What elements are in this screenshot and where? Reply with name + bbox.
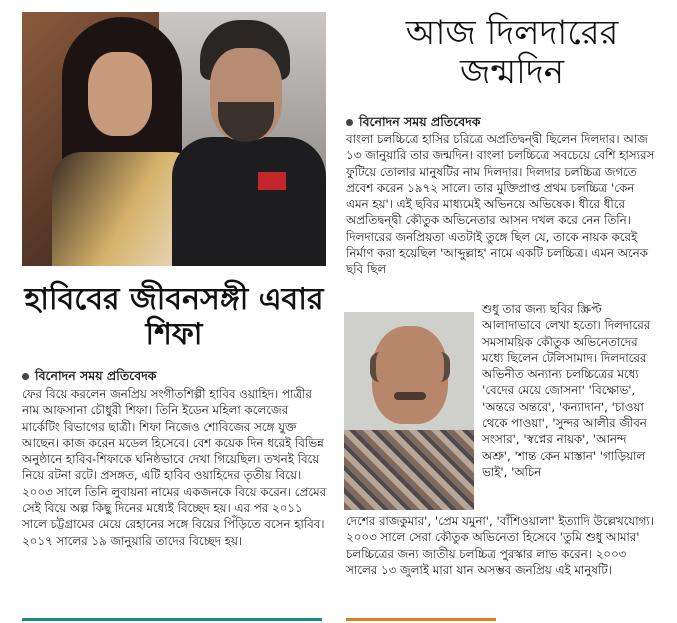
left-bottom-rule [22,618,322,621]
bullet-icon [346,119,353,126]
man-jacket [172,137,326,266]
couple-photo [22,12,326,266]
portrait-hair [370,352,450,382]
dildar-portrait [344,312,474,510]
left-byline [22,368,157,388]
bullet-icon [22,373,29,380]
right-byline-text: বিনোদন সময় প্রতিবেদক [359,114,481,129]
portrait-shirt [344,430,474,510]
right-headline: আজ দিলদারের জন্মদিন [405,13,619,93]
left-byline-text: বিনোদন সময় প্রতিবেদক [35,368,157,383]
right-body-top: বাংলা চলচ্চিত্রে হাসির চরিত্রে অপ্রতিদ্বন্দ্বী ছিলেন দিলদার। আজ ১৩ জানুয়ারি তার জন্মদিন। বাংলা চলচ্চিত্রে সবচেয়ে বেশি হাস্যরস ফুটিয়ে তোলার মানুষটির নাম দিলদার। দিলদার চলচ্চিত্র জগতে প্রবেশ করেন ১৯৭২ সালে। তার মুক্তিপ্রাপ্ত প্রথম চলচ্চিত্র 'কেন এমন হয়'। এই ছবির মাধ্যমেই অভিনয়ে অভিষেক। ধীরে ধীরে অপ্রতিদ্বন্দ্বী কৌতুক অভিনেতার আসন দখল করে নেন তিনি। দিলদারের জনপ্রিয়তা এতটাই তুঙ্গে ছিল যে, তাকে নায়ক করেই নির্মাণ করা হয়েছিল 'আব্দুল্লাহ' নামে একটি চলচ্চিত্র। এমন অনেক ছবি ছিল [346,132,655,277]
right-bottom-rule [346,618,496,621]
jacket-patch [258,172,286,190]
right-body-column: শুধু তার জন্য ছবির স্ক্রিপ্ট আলাদাভাবে লেখা হতো। দিলদারের সমসাময়িক কৌতুক অভিনেতাদের মধ্যে ছিলেন টেলিসামাদ। দিলদারের অভিনীত অন্যান্য চলচ্চিত্রের মধ্যে 'বেদের মেয়ে জোসনা' 'বিক্ষোভ', 'অন্তরে অন্তরে', 'কন্যাদান', 'চাওয়া থেকে পাওয়া', 'সুন্দর আলীর জীবন সংসার', 'স্বপ্নের নায়ক', 'আনন্দ অশ্রু', 'শান্ত কেন মাস্তান' 'গাড়িয়াল ভাই', 'অচিন [482,302,651,479]
woman-face [88,52,152,136]
portrait-mustache [394,392,426,400]
right-body-bottom: দেশের রাজকুমার', 'প্রেম যমুনা', 'বাঁশিওয়ালা' ইত্যাদি উল্লেখযোগ্য। ২০০৩ সালে সেরা কৌতুক অভিনেতা হিসেবে 'তুমি শুধু আমার' চলচ্চিত্রের জন্য জাতীয় চলচ্চিত্র পুরস্কার লাভ করেন। ২০০৩ সালের ১৩ জুলাই মারা যান অসম্ভব জনপ্রিয় এই মানুষটি। [346,514,654,577]
left-headline: হাবিবের জীবনসঙ্গী এবার শিফা [24,282,324,352]
left-body: ফের বিয়ে করলেন জনপ্রিয় সংগীতশিল্পী হাবিব ওয়াহিদ। পাত্রীর নাম আফসানা চৌধুরী শিফা। তিনি ইডেন মহিলা কলেজের মার্কেটিং বিভাগের ছাত্রী। শিফা নিজেও শোবিজের সঙ্গে যুক্ত আছেন। কাজ করেন মডেল হিসেবে। বেশ কয়েক দিন ধরেই বিভিন্ন অনুষ্ঠানে হাবিব-শিফাকে ঘনিষ্ঠভাবে দেখা গিয়েছিল। তখনই বিয়ে নিয়ে রটনা রটে। প্রসঙ্গত, এটি হাবিব ওয়াহিদের তৃতীয় বিয়ে। ২০০৩ সালে তিনি লুবায়না নামের একজনকে বিয়ে করেন। প্রেমের সেই বিয়ে অল্প কিছু দিনের মধ্যেই বিচ্ছেদ হয়। এর পর ২০১১ সালে চট্টগ্রামের মেয়ে রেহানের সঙ্গে বিয়ের পিঁড়িতে বসেন হাবিব। ২০১৭ সালের ১৯ জানুয়ারি তাদের বিচ্ছেদ হয়। [22,387,327,548]
